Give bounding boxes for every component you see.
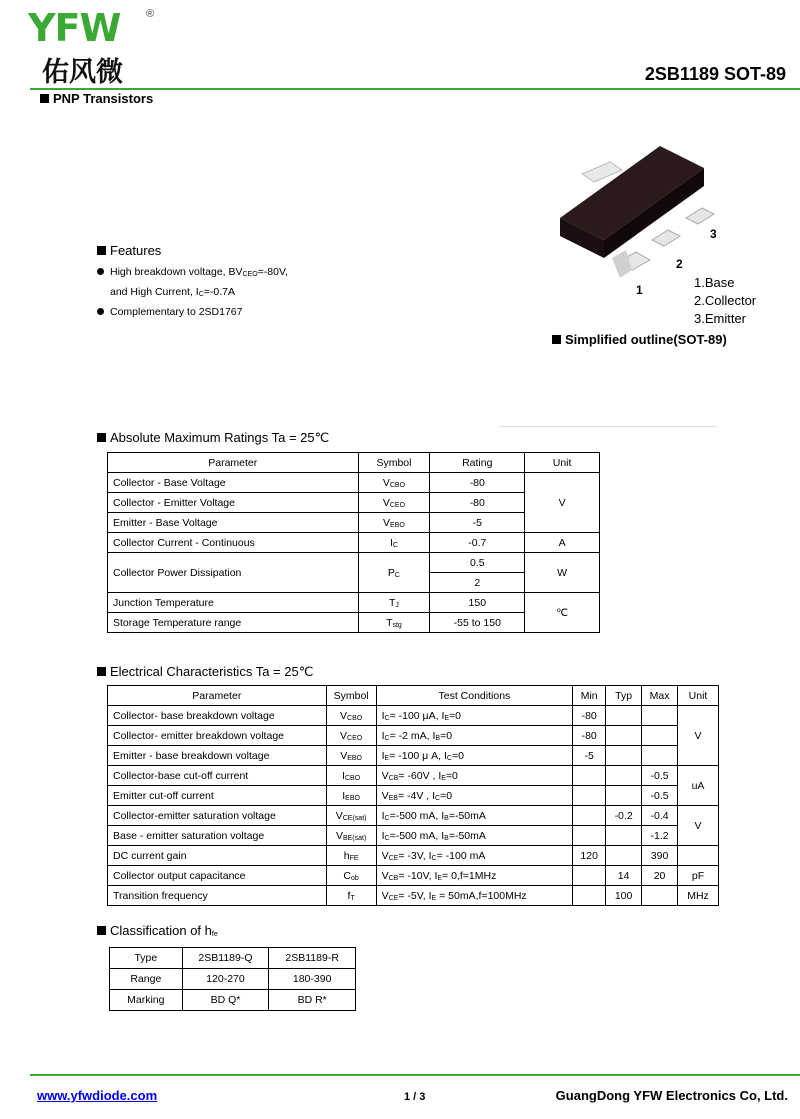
typ-cell: [606, 726, 642, 746]
table-row: [108, 553, 600, 573]
param-cell: Collector- base breakdown voltage: [108, 706, 327, 726]
unit-cell: MHz: [678, 886, 719, 906]
table-header-row: [108, 453, 600, 473]
registered-mark: ®: [146, 8, 155, 20]
min-cell: [573, 866, 606, 886]
pin-legend-base: 1.Base: [694, 275, 735, 290]
cell: 2SB1189-Q: [182, 948, 269, 969]
features-title: Features: [110, 243, 162, 258]
rating-cell: 150: [430, 593, 525, 613]
min-cell: -80: [573, 706, 606, 726]
symbol-cell: $f_T$: [326, 886, 376, 906]
page-number: 1 / 3: [404, 1091, 426, 1103]
table-row: [108, 746, 719, 766]
pin-number-3: 3: [710, 227, 717, 241]
square-bullet-icon: [552, 335, 561, 344]
cell: 180-390: [269, 969, 356, 990]
param-cell: Transition frequency: [108, 886, 327, 906]
pin-number-2: 2: [676, 257, 683, 271]
part-title: 2SB1189 SOT-89: [644, 64, 786, 84]
unit-cell: pF: [678, 866, 719, 886]
param-cell: Collector Power Dissipation: [108, 553, 359, 593]
condition-cell: $V_{CB}= -10V$, $I_E= 0,f=1MHz$: [376, 866, 573, 886]
table-row: [108, 726, 719, 746]
param-cell: Collector output capacitance: [108, 866, 327, 886]
header-cell: Rating: [430, 453, 525, 473]
min-cell: [573, 766, 606, 786]
feature-text: High breakdown voltage, BV: [110, 266, 243, 278]
symbol-cell: $V_{BE(sat)}$: [326, 826, 376, 846]
symbol-cell: $V_{CBO}$: [358, 473, 430, 493]
condition-cell: $I_E= -100$ μ A, $I_C=0$: [376, 746, 573, 766]
typ-cell: [606, 706, 642, 726]
typ-cell: -0.2: [606, 806, 642, 826]
pin-legend-collector: 2.Collector: [694, 293, 757, 308]
table-row: [110, 969, 356, 990]
abs-max-heading: [97, 430, 329, 446]
min-cell: [573, 826, 606, 846]
max-cell: 390: [642, 846, 678, 866]
subtitle: [40, 91, 153, 106]
param-cell: Emitter cut-off current: [108, 786, 327, 806]
symbol-cell: $V_{CEO}$: [358, 493, 430, 513]
table-row: [108, 886, 719, 906]
logo-letters: YFW: [28, 6, 121, 50]
rating-cell: -80: [430, 493, 525, 513]
outline-caption: [552, 332, 727, 347]
param-cell: Collector Current - Continuous: [108, 533, 359, 553]
header-divider: [30, 88, 800, 90]
table-row: [108, 806, 719, 826]
symbol-cell: $T_{stg}$: [358, 613, 430, 633]
unit-cell: A: [525, 533, 600, 553]
table-row: [108, 533, 600, 553]
header-cell: Max: [642, 686, 678, 706]
square-bullet-icon: [40, 94, 49, 103]
cell: 120-270: [182, 969, 269, 990]
condition-cell: $I_C= -100$ μA, $I_E=0$: [376, 706, 573, 726]
logo-chinese-name: 佑风微: [42, 57, 123, 88]
abs-max-title: Absolute Maximum Ratings Ta = 25℃: [110, 430, 330, 445]
header-cell: Parameter: [108, 686, 327, 706]
condition-cell: $V_{CE}= -5V$, $I_E = 50mA,f=100MHz$: [376, 886, 573, 906]
param-cell: Storage Temperature range: [108, 613, 359, 633]
table-row: [108, 473, 600, 493]
condition-cell: $V_{CB}= -60V$ , $I_E=0$: [376, 766, 573, 786]
bullet-icon: [97, 308, 104, 315]
abs-max-table: [107, 452, 600, 633]
table-row: [108, 846, 719, 866]
condition-cell: $I_C=-500$ mA, $I_B=-50mA$: [376, 826, 573, 846]
table-row: [108, 706, 719, 726]
typ-cell: [606, 786, 642, 806]
min-cell: -5: [573, 746, 606, 766]
header-cell: Min: [573, 686, 606, 706]
param-cell: Collector-emitter saturation voltage: [108, 806, 327, 826]
table-row: [108, 593, 600, 613]
symbol-cell: $T_J$: [358, 593, 430, 613]
features-heading: [97, 243, 161, 258]
rating-cell: 2: [430, 573, 525, 593]
cell: BD R*: [269, 990, 356, 1011]
cell: BD Q*: [182, 990, 269, 1011]
classification-subscript: fe: [211, 931, 218, 938]
header-cell: Symbol: [358, 453, 430, 473]
param-cell: Emitter - Base Voltage: [108, 513, 359, 533]
square-bullet-icon: [97, 433, 106, 442]
unit-cell: W: [525, 553, 600, 593]
condition-cell: $V_{CE}= -3V$, $I_C= -100$ mA: [376, 846, 573, 866]
square-bullet-icon: [97, 667, 106, 676]
unit-cell: uA: [678, 766, 719, 806]
header-cell: Unit: [525, 453, 600, 473]
classification-heading: [97, 923, 218, 938]
classification-table: [109, 947, 356, 1011]
rating-cell: -55 to 150: [430, 613, 525, 633]
feature-subscript: CEO: [242, 271, 258, 278]
symbol-cell: $C_{ob}$: [326, 866, 376, 886]
typ-cell: [606, 846, 642, 866]
param-cell: Collector- emitter breakdown voltage: [108, 726, 327, 746]
max-cell: [642, 746, 678, 766]
table-row: [108, 826, 719, 846]
max-cell: [642, 706, 678, 726]
feature-text: and High Current, I: [110, 286, 199, 298]
unit-cell: [678, 846, 719, 866]
header-cell: Unit: [678, 686, 719, 706]
condition-cell: $I_C=-500$ mA, $I_B=-50mA$: [376, 806, 573, 826]
rating-cell: -5: [430, 513, 525, 533]
feature-text: =-0.7A: [203, 286, 236, 298]
divider: [500, 426, 716, 427]
typ-cell: 100: [606, 886, 642, 906]
unit-cell: ℃: [525, 593, 600, 633]
symbol-cell: $V_{CE(sat)}$: [326, 806, 376, 826]
table-row: [110, 948, 356, 969]
condition-cell: $I_C= -2$ mA, $I_B=0$: [376, 726, 573, 746]
rating-cell: -0.7: [430, 533, 525, 553]
unit-cell: V: [678, 806, 719, 846]
param-cell: Collector - Emitter Voltage: [108, 493, 359, 513]
cell: Marking: [110, 990, 183, 1011]
param-cell: Emitter - base breakdown voltage: [108, 746, 327, 766]
unit-cell: V: [525, 473, 600, 533]
pin-legend-emitter: 3.Emitter: [694, 311, 747, 326]
max-cell: [642, 886, 678, 906]
typ-cell: [606, 746, 642, 766]
typ-cell: [606, 826, 642, 846]
param-cell: Collector - Base Voltage: [108, 473, 359, 493]
symbol-cell: $V_{CEO}$: [326, 726, 376, 746]
square-bullet-icon: [97, 926, 106, 935]
min-cell: [573, 786, 606, 806]
feature-text: Complementary to 2SD1767: [110, 306, 243, 318]
pin-legend: [694, 274, 756, 328]
website-link[interactable]: www.yfwdiode.com: [37, 1088, 158, 1103]
table-row: [108, 866, 719, 886]
feature-subscript: C: [198, 291, 204, 298]
square-bullet-icon: [97, 246, 106, 255]
company-logo: [28, 6, 158, 86]
elec-char-heading: [97, 664, 313, 680]
symbol-cell: $V_{EBO}$: [326, 746, 376, 766]
max-cell: -0.5: [642, 766, 678, 786]
condition-cell: $V_{EB}= -4V$ , $I_C=0$: [376, 786, 573, 806]
feature-item-current: [110, 286, 235, 298]
unit-cell: V: [678, 706, 719, 766]
max-cell: -0.5: [642, 786, 678, 806]
elec-char-title: Electrical Characteristics Ta = 25℃: [110, 664, 314, 679]
rating-cell: -80: [430, 473, 525, 493]
header-cell: Symbol: [326, 686, 376, 706]
symbol-cell: $h_{FE}$: [326, 846, 376, 866]
header-cell: Parameter: [108, 453, 359, 473]
symbol-cell: $V_{CBO}$: [326, 706, 376, 726]
param-cell: Junction Temperature: [108, 593, 359, 613]
table-row: [108, 766, 719, 786]
footer-divider: [30, 1074, 800, 1076]
feature-item-complementary: [97, 306, 243, 318]
max-cell: [642, 726, 678, 746]
header-cell: Test Conditions: [376, 686, 573, 706]
max-cell: -0.4: [642, 806, 678, 826]
table-row: [108, 786, 719, 806]
symbol-cell: $I_{CBO}$: [326, 766, 376, 786]
symbol-cell: $V_{EBO}$: [358, 513, 430, 533]
elec-char-table: [107, 685, 719, 906]
feature-item-breakdown: [97, 266, 288, 278]
cell: Type: [110, 948, 183, 969]
rating-cell: 0.5: [430, 553, 525, 573]
bullet-icon: [97, 268, 104, 275]
pin-number-1: 1: [636, 283, 643, 297]
company-name: GuangDong YFW Electronics Co, Ltd.: [555, 1088, 788, 1103]
max-cell: -1.2: [642, 826, 678, 846]
min-cell: [573, 886, 606, 906]
table-row: [110, 990, 356, 1011]
outline-caption-text: Simplified outline(SOT-89): [565, 332, 727, 347]
cell: 2SB1189-R: [269, 948, 356, 969]
param-cell: Collector-base cut-off current: [108, 766, 327, 786]
symbol-cell: $I_{EBO}$: [326, 786, 376, 806]
symbol-cell: $P_C$: [358, 553, 430, 593]
table-header-row: [108, 686, 719, 706]
classification-title: Classification of h: [110, 923, 212, 938]
header-cell: Typ: [606, 686, 642, 706]
param-cell: DC current gain: [108, 846, 327, 866]
symbol-cell: $I_C$: [358, 533, 430, 553]
min-cell: [573, 806, 606, 826]
feature-text: =-80V,: [257, 266, 288, 278]
typ-cell: [606, 766, 642, 786]
cell: Range: [110, 969, 183, 990]
subtitle-text: PNP Transistors: [53, 91, 154, 106]
min-cell: 120: [573, 846, 606, 866]
param-cell: Base - emitter saturation voltage: [108, 826, 327, 846]
max-cell: 20: [642, 866, 678, 886]
min-cell: -80: [573, 726, 606, 746]
typ-cell: 14: [606, 866, 642, 886]
